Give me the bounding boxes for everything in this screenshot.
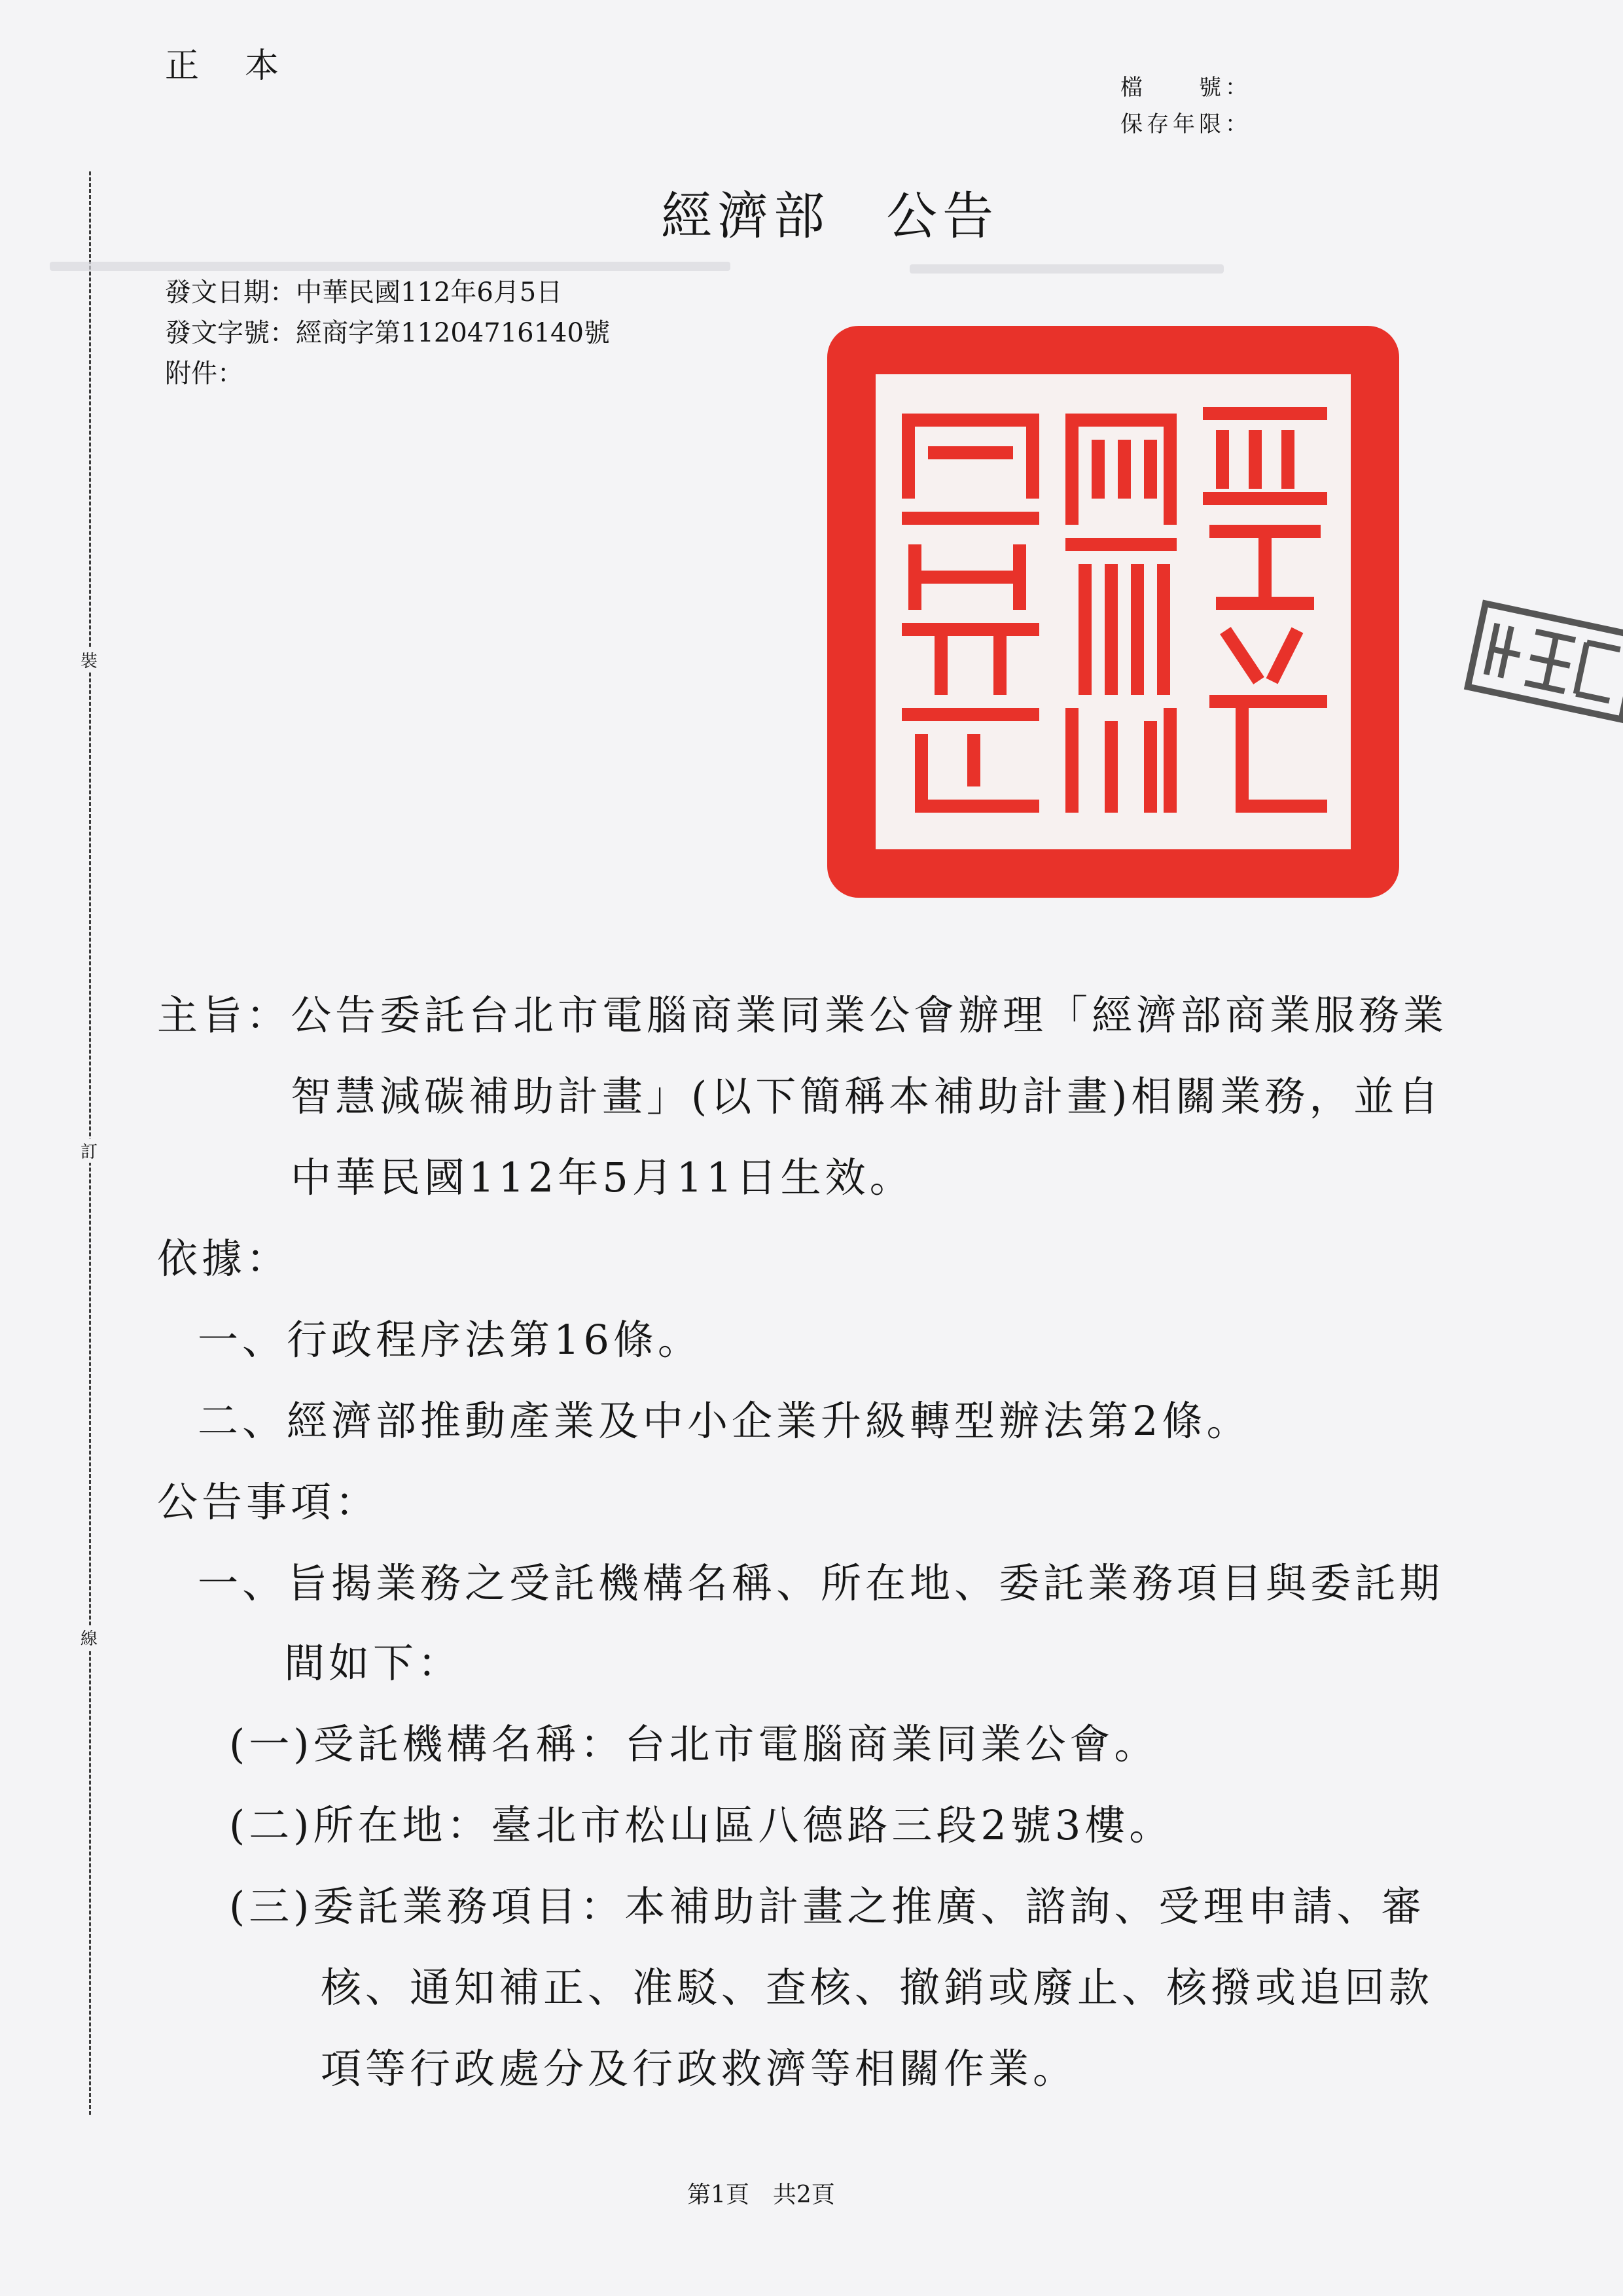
basis-item-1: 一、行政程序法第16條。 (198, 1316, 702, 1364)
scan-artifact (910, 264, 1224, 274)
agency-stamp (1458, 594, 1623, 737)
document-meta (165, 272, 610, 394)
page-number: 第1頁 共2頁 (687, 2181, 835, 2208)
attachment-label: 附件： (165, 359, 243, 389)
subject-line-1: 公告委託台北市電腦商業同業公會辦理「經濟部商業服務業 (291, 991, 1448, 1039)
binding-mark-ding: 訂 (76, 1139, 102, 1163)
notice-subitem-2: (二)所在地：臺北市松山區八德路三段2號3樓。 (229, 1801, 1174, 1849)
notice-item-1-line-1: 一、旨揭業務之受託機構名稱、所在地、委託業務項目與委託期 (198, 1559, 1444, 1607)
notice-item-1-line-2: 間如下： (284, 1639, 463, 1687)
archive-info (1120, 69, 1251, 143)
notice-subitem-3-line-2: 核、通知補正、准駁、查核、撤銷或廢止、核撥或追回款 (321, 1964, 1434, 2011)
notice-subitem-3-line-1: (三)委託業務項目：本補助計畫之推廣、諮詢、受理申請、審 (229, 1882, 1426, 1930)
notice-subitem-3-line-3: 項等行政處分及行政救濟等相關作業。 (321, 2045, 1078, 2093)
subject-line-2: 智慧減碳補助計畫」(以下簡稱本補助計畫)相關業務，並自 (291, 1072, 1443, 1120)
binding-mark-zhuang: 裝 (76, 648, 102, 672)
binding-mark-xian: 線 (76, 1625, 102, 1650)
file-number-label: 檔 號： (1120, 75, 1251, 101)
page-title: 經濟部 公告 (661, 187, 999, 246)
basis-label: 依據： (157, 1235, 291, 1282)
official-seal (823, 322, 1403, 902)
subject-label: 主旨： (157, 991, 291, 1039)
subject-line-3: 中華民國112年5月11日生效。 (291, 1154, 914, 1201)
scan-artifact (50, 262, 730, 271)
notice-label: 公告事項： (157, 1478, 380, 1526)
basis-item-2: 二、經濟部推動產業及中小企業升級轉型辦法第2條。 (198, 1397, 1251, 1445)
notice-subitem-1: (一)受託機構名稱：台北市電腦商業同業公會。 (229, 1720, 1159, 1768)
document-body (157, 975, 1492, 2093)
issue-date: 發文日期：中華民國112年6月5日 (165, 277, 563, 308)
copy-mark: 正本 (165, 46, 325, 86)
retention-period-label: 保存年限： (1120, 111, 1251, 137)
document-number: 發文字號：經商字第11204716140號 (165, 318, 610, 348)
